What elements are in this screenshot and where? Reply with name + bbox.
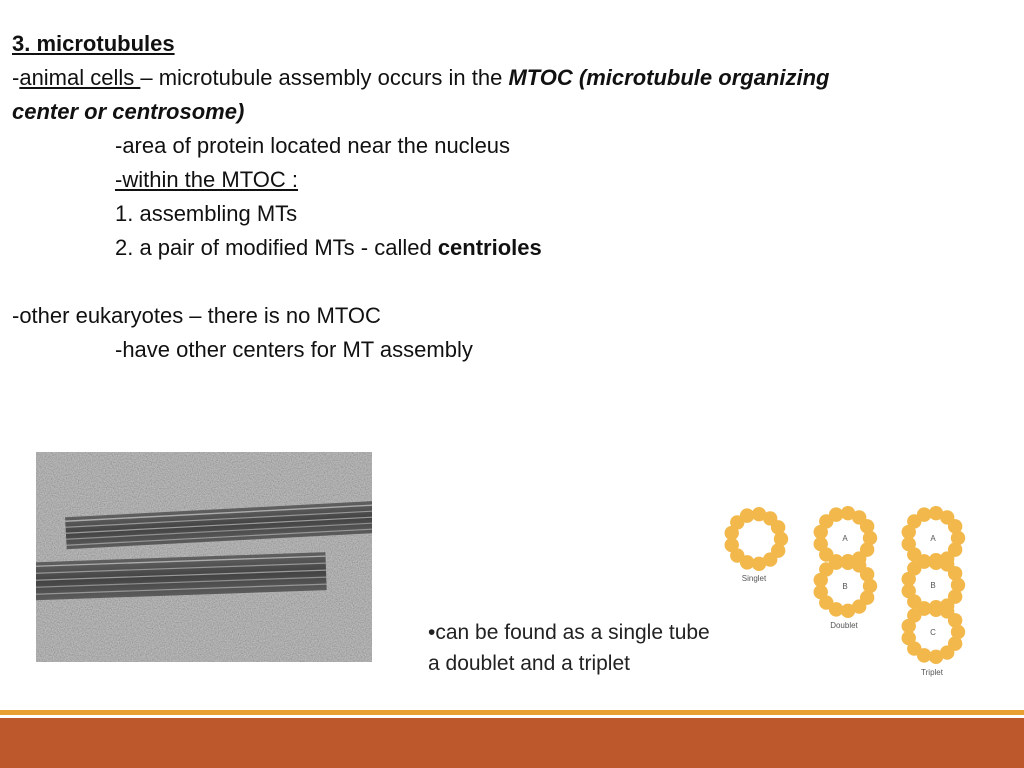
item-2-text: 2. a pair of modified MTs - called <box>115 235 438 260</box>
animal-cells-line <box>12 61 1012 95</box>
other-eukaryotes-line <box>12 299 1012 333</box>
caption-line-2: a doublet and a triplet <box>428 652 630 675</box>
area-text: -area of protein located near the nucleus <box>115 133 511 158</box>
tubulin-subunit <box>948 519 962 533</box>
animal-cells-text: – microtubule assembly occurs in the <box>140 65 509 90</box>
doublet-label: Doublet <box>830 621 858 630</box>
tubule-letter: C <box>930 628 936 637</box>
singlet-ring <box>725 507 789 571</box>
other-centers-text: -have other centers for MT assembly <box>115 337 473 362</box>
spacer <box>12 265 1012 299</box>
caption-line-1: •can be found as a single tube <box>428 621 710 644</box>
dash: - <box>12 65 20 90</box>
tube-caption <box>428 617 710 679</box>
centrosome-line <box>12 95 1012 129</box>
slide-heading: 3. microtubules <box>12 31 175 56</box>
tubulin-subunit <box>948 613 962 627</box>
other-centers-line <box>12 333 1012 367</box>
slide-body <box>12 27 1012 367</box>
within-text: -within the MTOC : <box>115 167 298 192</box>
tubulin-subunit <box>860 567 874 581</box>
doublet-ring-b <box>814 554 878 618</box>
centrioles-term: centrioles <box>437 235 542 260</box>
mtoc-emphasis: MTOC (microtubule organizing <box>508 65 830 90</box>
other-eukaryotes-text: -other eukaryotes – there is no MTOC <box>12 303 381 328</box>
singlet-label: Singlet <box>741 574 767 583</box>
item-1-text: 1. assembling MTs <box>115 201 298 226</box>
animal-cells-label: animal cells <box>19 65 141 90</box>
footer-band <box>0 718 1024 768</box>
microtubule-micrograph <box>36 452 372 662</box>
tubule-letter: B <box>930 581 936 590</box>
triplet-label: Triplet <box>921 668 943 677</box>
tubulin-subunit <box>771 520 785 534</box>
tubule-letter: A <box>842 534 848 543</box>
microtubule-types-diagram <box>718 500 976 685</box>
tubule-letter: B <box>842 582 848 591</box>
centrosome-emphasis: center or centrosome) <box>12 99 245 124</box>
heading-line <box>12 27 1012 61</box>
triplet-ring-c <box>902 600 966 664</box>
item-2-line <box>12 231 1012 265</box>
tubulin-subunit <box>948 566 962 580</box>
tubule-letter: A <box>930 534 936 543</box>
area-line <box>12 129 1012 163</box>
item-1-line <box>12 197 1012 231</box>
tubulin-subunit <box>860 519 874 533</box>
within-line <box>12 163 1012 197</box>
